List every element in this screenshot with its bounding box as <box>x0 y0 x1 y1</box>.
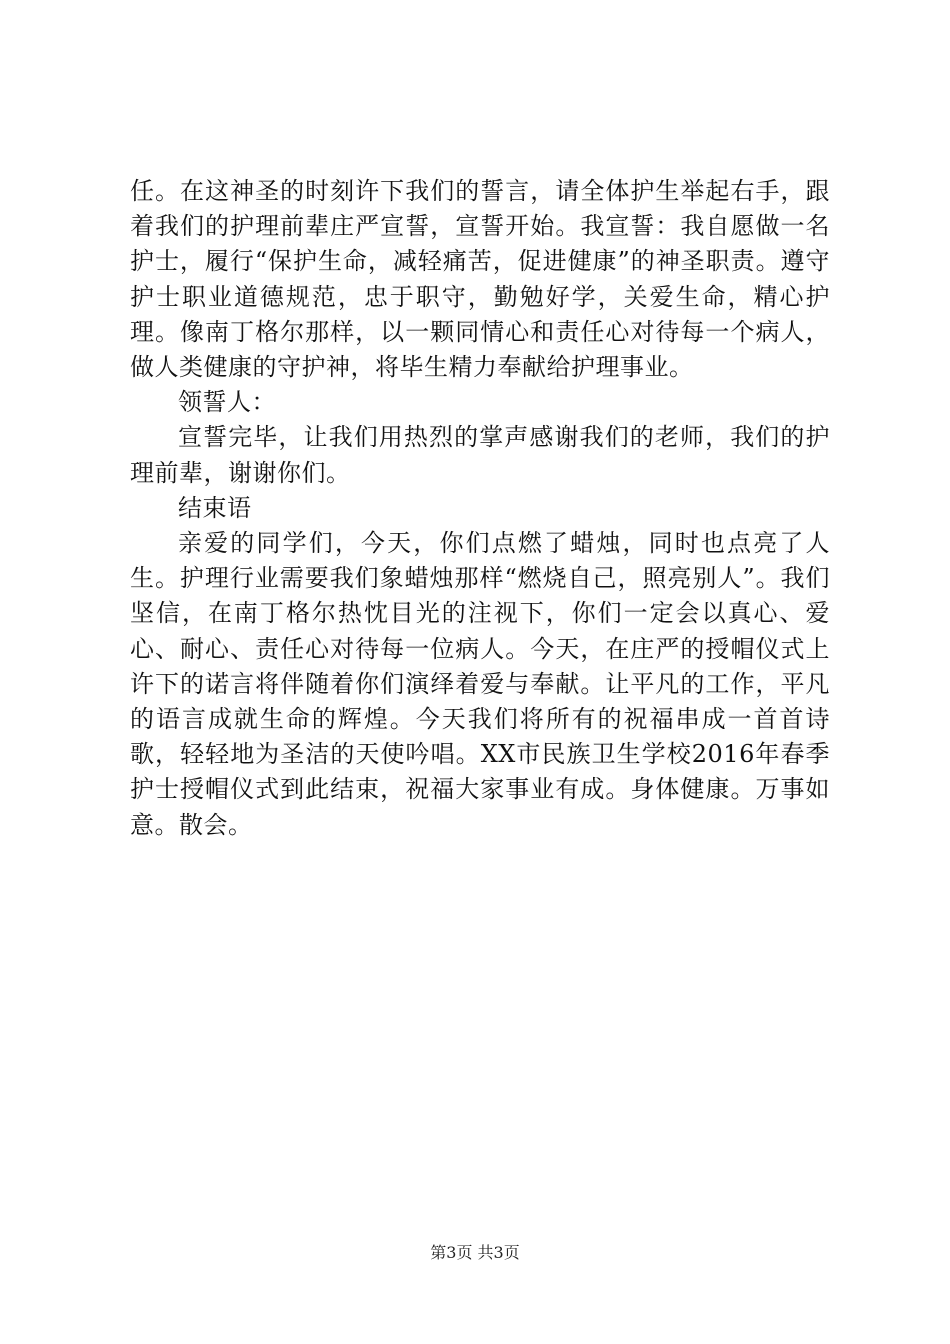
page-number-footer: 第3页 共3页 <box>430 1243 520 1262</box>
closing-heading: 结束语 <box>178 493 252 522</box>
oath-paragraph: 任。在这神圣的时刻许下我们的誓言，请全体护生举起右手，跟着我们的护理前辈庄严宣誓，宣誓开始。我宣誓：我自愿做一名护士，履行“保护生命，减轻痛苦，促进健康”的神圣职责。遵守护士职业道德规范，忠于职守，勤勉好学，关爱生命，精心护理。像南丁格尔那样，以一颗同情心和责任心对待每一个病人，做人类健康的守护神，将毕生精力奉献给护理事业。 <box>130 177 830 382</box>
oath-leader-label: 领誓人： <box>178 388 276 417</box>
document-body <box>130 174 830 843</box>
oath-complete-paragraph: 宣誓完毕，让我们用热烈的掌声感谢我们的老师，我们的护理前辈，谢谢你们。 <box>130 423 830 487</box>
closing-paragraph: 亲爱的同学们，今天，你们点燃了蜡烛，同时也点亮了人生。护理行业需要我们象蜡烛那样“燃烧自己，照亮别人”。我们坚信，在南丁格尔热忱目光的注视下，你们一定会以真心、爱心、耐心、责任心对待每一位病人。今天，在庄严的授帽仪式上许下的诺言将伴随着你们演绎着爱与奉献。让平凡的工作，平凡的语言成就生命的辉煌。今天我们将所有的祝福串成一首首诗歌，轻轻地为圣洁的天使吟唱。XX市民族卫生学校2016年春季护士授帽仪式到此结束，祝福大家事业有成。身体健康。万事如意。散会。 <box>130 529 830 839</box>
